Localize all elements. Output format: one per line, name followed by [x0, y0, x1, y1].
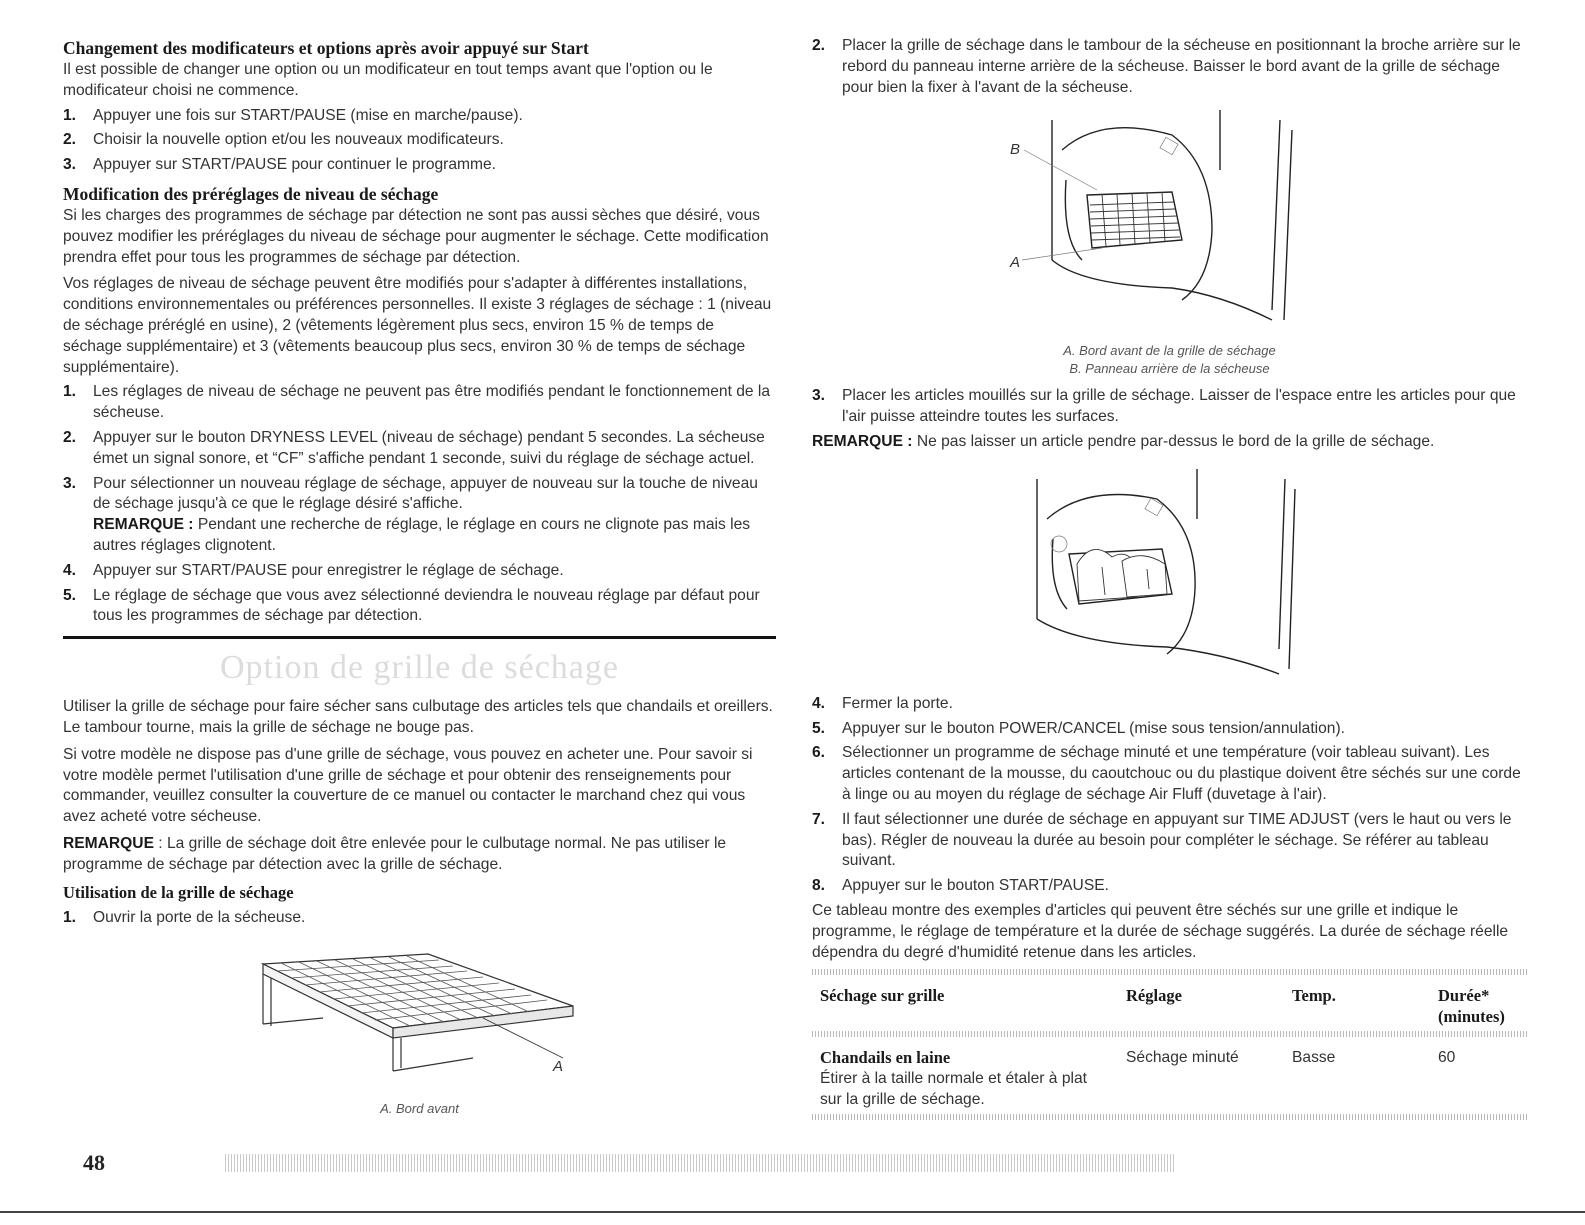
list-item: 7. Il faut sélectionner une durée de séchage en appuyant sur TIME ADJUST (vers le haut ou vers le bas). Régler de nouveau la durée au besoin pour compléter le séchage. Se référer au tableau suivant.	[812, 810, 1512, 870]
list-item: 4. Fermer la porte.	[812, 694, 953, 712]
figure-label-a: A	[1010, 254, 1021, 272]
section-divider	[63, 636, 776, 639]
page-number: 48	[83, 1150, 105, 1175]
note-text: : La grille de séchage doit être enlevée pour le culbutage normal. Ne pas utiliser le programme de séchage par détection avec la grille de séchage.	[63, 834, 727, 873]
rack-paragraph-2: Si votre modèle ne dispose pas d'une grille de séchage, vous pouvez en acheter une. Pour savoir si votre modèle permet l'utilisation d'une grille de séchage et pour obtenir des renseignements pour commander, veuillez consulter la couverture de ce manuel ou contacter le marchand chez qui vous avez acheté votre sécheuse.	[63, 745, 753, 826]
column-header: Durée* (minutes)	[1438, 986, 1505, 1027]
table-cell-setting: Séchage minuté	[1126, 1049, 1239, 1067]
column-header: Temp.	[1292, 986, 1336, 1006]
figure-caption-b: B. Panneau arrière de la sécheuse	[1069, 361, 1270, 377]
rack-drying-table-body	[812, 1043, 1527, 1114]
rack-note	[63, 834, 776, 876]
rack-steps	[63, 908, 776, 929]
dryness-paragraph-1: Si les charges des programmes de séchage par détection ne sont pas aussi sèches que désiré, vous pouvez modifier les préréglages du niveau de séchage pour augmenter le séchage. Cette modification prendra effet pour tous les programmes de séchage par détection.	[63, 206, 769, 266]
dryer-clothes-illustration	[1017, 469, 1317, 684]
list-item: 8. Appuyer sur le bouton START/PAUSE.	[812, 877, 1109, 895]
table-row	[812, 1043, 1527, 1114]
table-header-row	[812, 981, 1527, 1031]
figure-label-b: B	[1010, 141, 1021, 159]
section-title-dryness-presets: Modification des préréglages de niveau de séchage	[63, 183, 439, 204]
column-header: Séchage sur grille	[820, 986, 945, 1006]
rack-note-right	[812, 432, 1527, 453]
note-text: Ne pas laisser un article pendre par-dessus le bord de la grille de séchage.	[912, 432, 1435, 450]
modifiers-steps	[63, 106, 776, 176]
left-column	[63, 36, 776, 1118]
list-item: 6. Sélectionner un programme de séchage minuté et une température (voir tableau suivant). Les articles contenant de la mousse, du caoutchouc ou du plastique doivent être séchés sur une corde à linge ou au moyen du réglage de séchage Air Fluff (duvetage à l'air).	[812, 744, 1521, 803]
table-header-border	[812, 1031, 1527, 1037]
figure-caption-a: A. Bord avant de la grille de séchage	[1063, 343, 1276, 359]
list-item: 5. Le réglage de séchage que vous avez sélectionné deviendra le nouveau réglage par défaut pour tous les programmes de séchage par détection.	[63, 586, 760, 625]
list-item: 1. Ouvrir la porte de la sécheuse.	[63, 908, 306, 926]
list-item: 1. Appuyer une fois sur START/PAUSE (mise en marche/pause).	[63, 106, 523, 124]
column-header: Réglage	[1126, 986, 1182, 1006]
rack-usage-subtitle: Utilisation de la grille de séchage	[63, 882, 294, 902]
note-label: REMARQUE :	[812, 432, 913, 450]
modifiers-intro: Il est possible de changer une option ou un modificateur en tout temps avant que l'option ou le modificateur choisi ne commence.	[63, 61, 713, 99]
figure-label-a: A	[553, 1058, 564, 1076]
drying-rack-illustration	[243, 946, 583, 1096]
list-item: 2. Choisir la nouvelle option et/ou les nouveaux modificateurs.	[63, 131, 504, 149]
dryer-rack-illustration	[962, 110, 1322, 340]
table-intro: Ce tableau montre des exemples d'articles qui peuvent être séchés sur une grille et indique le programme, le réglage de température et la durée de séchage suggérés. La durée de séchage réelle dépendra du degré d'humidité retenue dans les articles.	[812, 901, 1509, 961]
note-text: Pendant une recherche de réglage, le réglage en cours ne clignote pas mais les autres réglages clignotent.	[93, 516, 751, 554]
table-bottom-border	[812, 1114, 1527, 1120]
table-cell-desc: Étirer à la taille normale et étaler à plat sur la grille de séchage.	[820, 1070, 1087, 1109]
right-column	[812, 36, 1527, 1120]
rack-steps-continued-3	[812, 694, 1527, 897]
list-item: 4. Appuyer sur START/PAUSE pour enregistrer le réglage de séchage.	[63, 561, 564, 579]
footer-band	[225, 1154, 1175, 1172]
list-item: 5. Appuyer sur le bouton POWER/CANCEL (mise sous tension/annulation).	[812, 719, 1345, 737]
rack-drying-table	[812, 981, 1527, 1031]
bottom-rule	[0, 1211, 1585, 1213]
table-cell-temp: Basse	[1292, 1049, 1336, 1067]
list-item: 3. Placer les articles mouillés sur la grille de séchage. Laisser de l'espace entre les articles pour que l'air puisse atteindre toutes les surfaces.	[812, 387, 1516, 426]
dryness-steps	[63, 382, 776, 627]
dryness-paragraph-2: Vos réglages de niveau de séchage peuvent être modifiés pour s'adapter à différentes installations, conditions environnementales ou préférences personnelles. Il existe 3 réglages de séchage : 1 (niveau de séchage préréglé en usine), 2 (vêtements légèrement plus secs, environ 15 % de temps de séchage supplémentaire) et 3 (vêtements beaucoup plus secs, environ 30 % de temps de séchage supplémentaire).	[63, 275, 772, 376]
figure-caption: A. Bord avant	[380, 1101, 459, 1117]
rack-paragraph-1: Utiliser la grille de séchage pour faire sécher sans culbutage des articles tels que chandails et oreillers. Le tambour tourne, mais la grille de séchage ne bouge pas.	[63, 698, 773, 736]
list-item: 3. Appuyer sur START/PAUSE pour continuer le programme.	[63, 156, 497, 174]
note-label: REMARQUE	[63, 834, 154, 852]
rack-steps-continued	[812, 36, 1527, 98]
section-title-modifiers: Changement des modificateurs et options après avoir appuyé sur Start	[63, 38, 589, 58]
list-item: 1. Les réglages de niveau de séchage ne peuvent pas être modifiés pendant le fonctionnement de la sécheuse.	[63, 383, 771, 422]
drying-rack-title: Option de grille de séchage	[220, 649, 619, 687]
list-item: 2. Placer la grille de séchage dans le tambour de la sécheuse en positionnant la broche arrière sur le rebord du panneau interne arrière de la sécheuse. Baisser le bord avant de la grille de séchage pour bien la fixer à l'avant de la sécheuse.	[812, 37, 1521, 96]
list-item: 3. Pour sélectionner un nouveau réglage de séchage, appuyer de nouveau sur la touche de niveau de séchage jusqu'à ce que le réglage désiré s'affiche. REMARQUE : Pendant une recherche de réglage, le réglage en cours ne clignote pas mais les autres réglages clignotent.	[63, 474, 758, 554]
page-footer	[75, 1150, 1470, 1176]
table-cell-duration: 60	[1438, 1049, 1456, 1067]
list-item: 2. Appuyer sur le bouton DRYNESS LEVEL (niveau de séchage) pendant 5 secondes. La sécheuse émet un signal sonore, et “CF” s'affiche pendant 1 seconde, suivi du réglage de séchage actuel.	[63, 428, 765, 467]
note-label: REMARQUE :	[93, 516, 194, 534]
table-cell-item: Chandails en laine	[820, 1048, 951, 1068]
rack-steps-continued-2	[812, 386, 1527, 428]
table-top-border	[812, 969, 1527, 975]
